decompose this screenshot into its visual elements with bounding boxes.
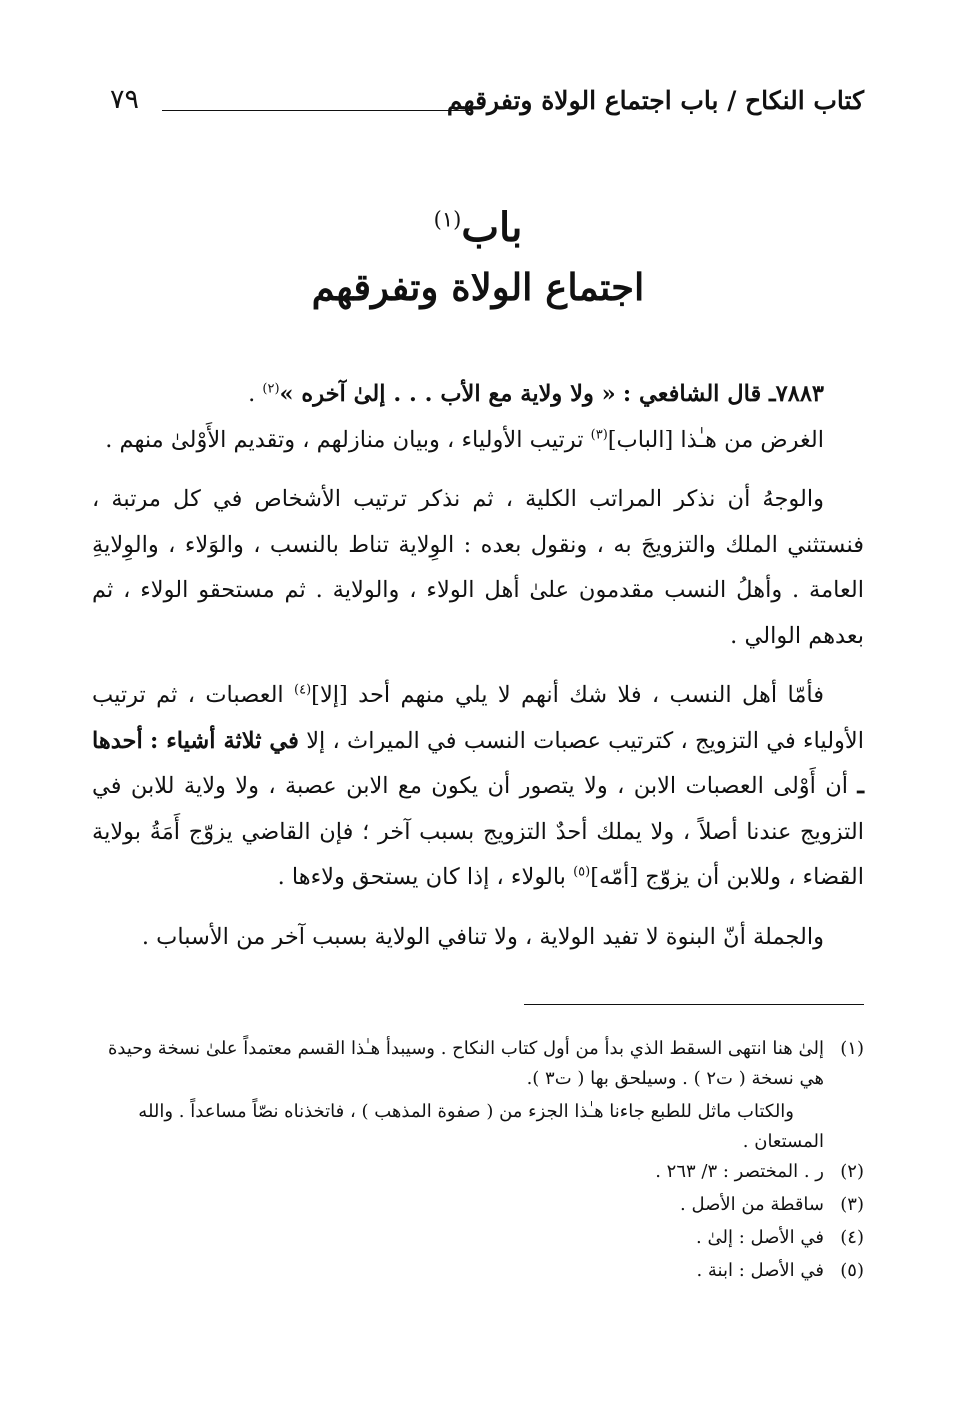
footnote-ref[interactable]: (٣) <box>590 427 608 442</box>
paragraph-4-text-a: فأمّا أهل النسب ، فلا شك أنهم لا يلي منهم أحد [إلا] <box>311 682 824 708</box>
chapter-title: اجتماع الولاة وتفرقهم <box>311 265 645 309</box>
paragraph-1-tail: . <box>248 381 263 407</box>
footnote-text: في الأصل : إلىٰ . <box>696 1227 824 1248</box>
bold-phrase: في ثلاثة أشياء : <box>149 727 299 754</box>
footnote-number: (٢) <box>840 1161 864 1182</box>
paragraph-3: والوجهُ أن نذكر المراتب الكلية ، ثم نذكر ترتيب الأشخاص في كل مرتبة ، فنستثني الملك والتزويجَ به ، ونقول بعده : الوِلاية تناط بالنسب ، والوَلاء ، والوِلايةِ العامة . وأهلُ النسب مقدمون علىٰ أهل الولاء ، والولاية . ثم مستحقو الولاء ، ثم بعدهم الوالي . <box>92 486 864 649</box>
paragraph-4-text-c: أن أَوْلى العصبات الابن ، ولا يتصور أن يكون مع الابن عصبة ، ولا ولاية للابن في التزويج عندنا أصلاً ، ولا يملك أحدٌ التزويج بسبب آخر ؛ فإن القاضي يزوّج أَمَةُ بولاية القضاء ، وللابن أن يزوّج [أمّه] <box>92 773 864 890</box>
footnote-number: (١) <box>840 1038 864 1059</box>
paragraph-1 <box>92 372 864 418</box>
footnote-text: في الأصل : ابنة . <box>696 1260 824 1281</box>
running-header <box>110 84 864 124</box>
main-text <box>92 372 864 960</box>
issue-number-speaker: ٧٨٨٣ـ قال الشافعي : <box>622 381 824 407</box>
paragraph-2-text-a: الغرض من هـٰذا [الباب] <box>607 426 824 453</box>
page-number: ٧٩ <box>110 84 140 115</box>
chapter-label-line <box>150 198 806 258</box>
bold-phrase: أحدها ـ <box>92 727 864 799</box>
paragraph-4 <box>92 673 864 901</box>
footnote-3 <box>92 1190 864 1220</box>
footnote-text: ر . المختصر : ٣/ ٢٦٣ . <box>655 1161 824 1182</box>
footnotes <box>92 1034 864 1289</box>
footnote-ref[interactable]: (٤) <box>294 682 312 698</box>
footnote-5 <box>92 1256 864 1286</box>
chapter-heading <box>150 198 806 316</box>
footnote-ref[interactable]: (٢) <box>262 381 280 397</box>
footnote-number: (٤) <box>840 1227 864 1248</box>
footnote-text: إلىٰ هنا انتهى السقط الذي بدأ من أول كتاب النكاح . وسيبدأ هـٰذا القسم معتمداً علىٰ نسخة وحيدة هي نسخة ( ت٢ ) . وسيلحق بها ( ت٣ ). <box>107 1038 824 1089</box>
header-rule <box>162 110 472 111</box>
footnote-1 <box>92 1034 864 1094</box>
chapter-label: باب <box>461 204 523 251</box>
footnote-text: ساقطة من الأصل . <box>680 1194 824 1215</box>
paragraph-5: والجملة أنّ البنوة لا تفيد الولاية ، ولا تنافي الولاية بسبب آخر من الأسباب . <box>141 923 824 950</box>
paragraph-4-text-b: العصبات ، ثم ترتيب الأولياء في التزويج ، كترتيب عصبات النسب في الميراث ، إلا <box>92 682 864 754</box>
footnote-ref[interactable]: (٥) <box>573 864 591 880</box>
footnote-4 <box>92 1223 864 1253</box>
footnote-1-continuation: والكتاب ماثل للطبع جاءنا هـٰذا الجزء من ( صفوة المذهب ) ، فاتخذناه نصّاً مساعداً . والله المستعان . <box>138 1101 824 1152</box>
paragraph-2-text-b: ترتيب الأولياء ، وبيان منازلهم ، وتقديم الأَوْلىٰ منهم . <box>105 426 591 453</box>
footnote-ref[interactable]: (١) <box>433 207 462 232</box>
running-header-title: كتاب النكاح / باب اجتماع الولاة وتفرقهم <box>446 86 864 115</box>
footnote-2 <box>92 1157 864 1187</box>
footnote-number: (٥) <box>840 1260 864 1281</box>
paragraph-2 <box>92 418 864 464</box>
paragraph-4-text-d: بالولاء ، إذا كان يستحق ولاءها . <box>277 864 574 890</box>
footnote-separator <box>524 1004 864 1005</box>
quoted-text: « ولا ولاية مع الأب . . . إلىٰ آخره » <box>279 381 616 407</box>
footnote-number: (٣) <box>840 1194 864 1215</box>
